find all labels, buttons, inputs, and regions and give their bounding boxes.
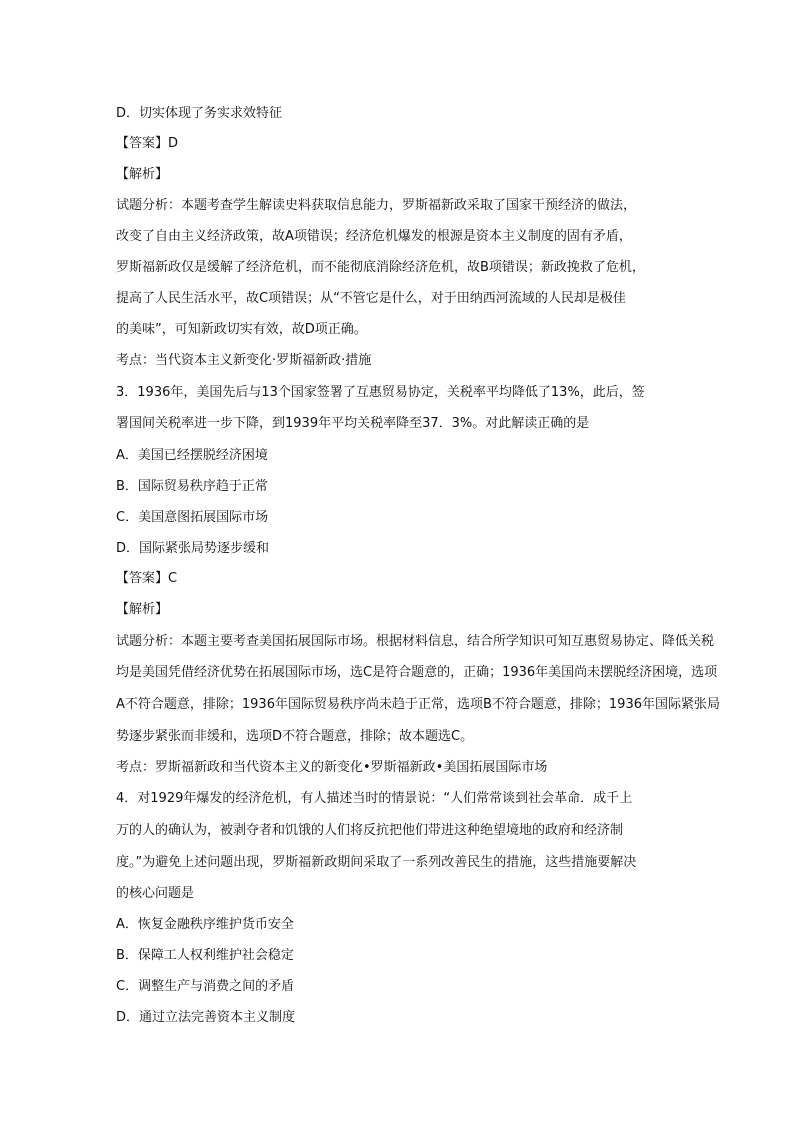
q3-option-a: A．美国已经摆脱经济困境 [116, 448, 268, 463]
q2-kaodian: 考点：当代资本主义新变化·罗斯福新政·措施 [116, 353, 372, 368]
q3-analysis-line: 试题分析：本题主要考查美国拓展国际市场。根据材料信息，结合所学知识可知互惠贸易协定、降低关税 [116, 634, 715, 649]
q2-answer: 【答案】D [116, 136, 179, 151]
q3-stem-line: 3．1936年，美国先后与13个国家签署了互惠贸易协定，关税率平均降低了13%，此后，签 [116, 385, 645, 400]
q4-stem-line: 的核心问题是 [116, 886, 195, 901]
q2-option-d: D．切实体现了务实求效特征 [116, 106, 283, 121]
q4-stem-line: 度。”为避免上述问题出现，罗斯福新政期间采取了一系列改善民生的措施，这些措施要解决 [116, 855, 637, 870]
q4-option-a: A．恢复金融秩序维护货币安全 [116, 917, 294, 932]
q2-analysis-line: 的美味”，可知新政切实有效，故D项正确。 [116, 322, 367, 337]
q3-answer: 【答案】C [116, 571, 178, 586]
q3-option-b: B．国际贸易秩序趋于正常 [116, 479, 268, 494]
q3-kaodian: 考点：罗斯福新政和当代资本主义的新变化•罗斯福新政•美国拓展国际市场 [116, 760, 548, 775]
q3-option-d: D．国际紧张局势逐步缓和 [116, 541, 270, 556]
q4-option-d: D．通过立法完善资本主义制度 [116, 1010, 296, 1025]
q4-option-b: B．保障工人权利维护社会稳定 [116, 948, 294, 963]
q3-stem-line: 署国间关税率进一步下降，到1939年平均关税率降至37．3%。对此解读正确的是 [116, 416, 590, 431]
q2-analysis-line: 提高了人民生活水平，故C项错误；从“不管它是什么，对于田纳西河流域的人民却是极佳 [116, 291, 626, 306]
q2-analysis-line: 罗斯福新政仅是缓解了经济危机，而不能彻底消除经济危机，故B项错误；新政挽救了危机， [116, 260, 645, 275]
q3-analysis-line: 均是美国凭借经济优势在拓展国际市场，选C是符合题意的，正确；1936年美国尚未摆脱经济困境，选项 [116, 665, 718, 680]
q4-stem-line: 4．对1929年爆发的经济危机，有人描述当时的情景说：“人们常常谈到社会革命．成千上 [116, 791, 633, 806]
q2-analysis-line: 试题分析：本题考查学生解读史料获取信息能力，罗斯福新政采取了国家干预经济的做法， [116, 198, 637, 213]
q4-option-c: C．调整生产与消费之间的矛盾 [116, 979, 295, 994]
q4-stem-line: 万的人的确认为，被剥夺者和饥饿的人们将反抗把他们带进这种绝望境地的政府和经济制 [116, 823, 624, 838]
q3-analysis-line: 势逐步紧张而非缓和，选项D不符合题意，排除；故本题选C。 [116, 729, 474, 744]
q3-option-c: C．美国意图拓展国际市场 [116, 510, 269, 525]
q2-analysis-header: 【解析】 [116, 167, 169, 182]
q3-analysis-line: A不符合题意，排除；1936年国际贸易秩序尚未趋于正常，选项B不符合题意，排除；1936年国际紧张局 [116, 697, 720, 712]
q3-analysis-header: 【解析】 [116, 602, 169, 617]
q2-analysis-line: 改变了自由主义经济政策，故A项错误；经济危机爆发的根源是资本主义制度的固有矛盾， [116, 229, 632, 244]
